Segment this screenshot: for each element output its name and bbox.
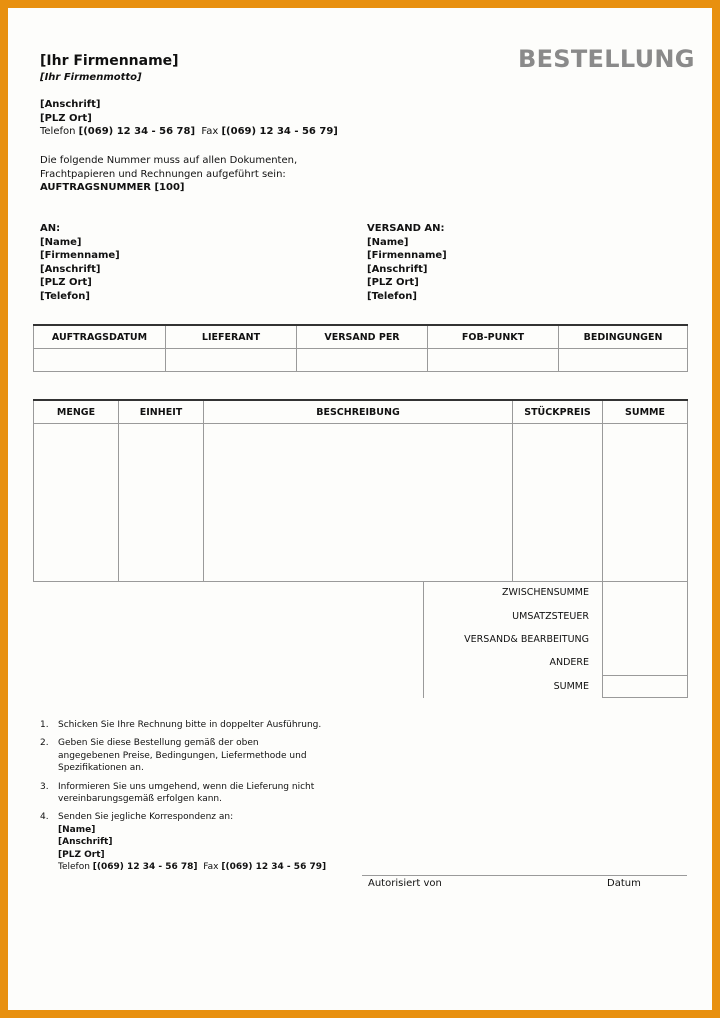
subtotal-label: ZWISCHENSUMME [502,587,589,598]
total-cell[interactable] [603,424,688,582]
recipient-address: [Anschrift] [40,263,101,275]
document-title: BESTELLUNG [518,45,695,73]
sender-phone-label: Telefon [40,126,76,138]
ship-to-address: [Anschrift] [367,263,428,275]
line-items-table [33,399,688,582]
order-info-header-row [34,325,688,349]
sender-fax: [(069) 12 34 - 56 79] [221,126,338,138]
company-name: [Ihr Firmenname] [40,53,179,69]
authorized-by-label: Autorisiert von [368,878,442,889]
order-date-cell[interactable] [34,349,166,372]
order-number-note [40,154,297,195]
instruction-number: 2. [40,738,49,749]
sender-street: [Anschrift] [40,99,101,110]
contact-zip-city: [PLZ Ort] [58,849,105,860]
total-box-bottom [602,697,688,698]
ship-to-phone: [Telefon] [367,290,417,302]
ship-to-name: [Name] [367,236,409,248]
col-fob-point: FOB-PUNKT [428,325,559,349]
ship-to-company: [Firmenname] [367,250,447,262]
sender-fax-label: Fax [201,126,219,138]
contact-name: [Name] [58,824,96,835]
sender-address [40,98,338,139]
col-terms: BEDINGUNGEN [559,325,688,349]
instruction-text: Geben Sie diese Bestellung gemäß der oben angegebenen Preise, Bedingungen, Liefermethode und Spezifikationen an. [58,738,307,774]
instruction-item [40,719,370,731]
instruction-text: Senden Sie jegliche Korrespondenz an: [58,812,234,823]
order-info-table [33,324,688,372]
supplier-cell[interactable] [166,349,297,372]
recipient-block [40,222,120,304]
sender-phone-line [40,125,338,139]
tax-label: UMSATZSTEUER [512,611,589,622]
totals-divider [423,582,424,698]
order-note-line1: Die folgende Nummer muss auf allen Dokumenten, [40,155,298,166]
sender-zip-city: [PLZ Ort] [40,112,92,124]
total-label: SUMME [553,681,589,692]
ship-to-block [367,222,447,304]
col-supplier: LIEFERANT [166,325,297,349]
col-total: SUMME [603,400,688,424]
ship-via-cell[interactable] [297,349,428,372]
ship-to-heading: VERSAND AN: [367,223,445,234]
contact-phone-line [58,861,370,873]
signature-line[interactable] [362,875,687,876]
contact-phone-label: Telefon [58,862,90,873]
description-cell[interactable] [204,424,513,582]
instruction-number: 1. [40,720,49,730]
company-motto: [Ihr Firmenmotto] [40,72,142,83]
sender-phone: [(069) 12 34 - 56 78] [78,126,196,138]
col-unit: EINHEIT [119,400,204,424]
instruction-item [40,811,370,873]
col-description: BESCHREIBUNG [204,400,513,424]
instruction-text: Schicken Sie Ihre Rechnung bitte in doppelter Ausführung. [58,720,322,730]
instruction-item [40,737,316,774]
instruction-number: 4. [40,812,49,823]
instruction-number: 3. [40,781,49,792]
contact-address: [Anschrift] [58,837,113,848]
recipient-zip-city: [PLZ Ort] [40,277,92,289]
total-box-top [602,675,688,676]
terms-cell[interactable] [559,349,688,372]
contact-fax: [(069) 12 34 - 56 79] [221,862,327,873]
order-note-line2: Frachtpapieren und Rechnungen aufgeführt sein: [40,168,286,180]
recipient-heading: AN: [40,223,61,234]
unit-price-cell[interactable] [513,424,603,582]
line-items-header-row [34,400,688,424]
instructions-list [40,719,370,879]
contact-phone: [(069) 12 34 - 56 78] [92,862,198,873]
date-label: Datum [607,878,641,889]
instruction-item [40,781,328,806]
shipping-handling-label: VERSAND& BEARBEITUNG [464,634,589,645]
unit-cell[interactable] [119,424,204,582]
recipient-name: [Name] [40,236,82,248]
purchase-order-page [8,8,712,1010]
col-order-date: AUFTRAGSDATUM [34,325,166,349]
recipient-phone: [Telefon] [40,290,90,302]
col-unit-price: STÜCKPREIS [513,400,603,424]
col-quantity: MENGE [34,400,119,424]
totals-value-left-border [602,582,603,698]
col-ship-via: VERSAND PER [297,325,428,349]
other-label: ANDERE [549,657,589,668]
line-items-body-row [34,424,688,582]
totals-value-right-border [687,582,688,698]
contact-fax-label: Fax [203,862,219,873]
order-info-row [34,349,688,372]
quantity-cell[interactable] [34,424,119,582]
order-number: AUFTRAGSNUMMER [100] [40,182,185,194]
instruction-text: Informieren Sie uns umgehend, wenn die Lieferung nicht vereinbarungsgemäß erfolgen kann. [58,781,315,805]
recipient-company: [Firmenname] [40,250,120,262]
fob-point-cell[interactable] [428,349,559,372]
ship-to-zip-city: [PLZ Ort] [367,277,419,289]
